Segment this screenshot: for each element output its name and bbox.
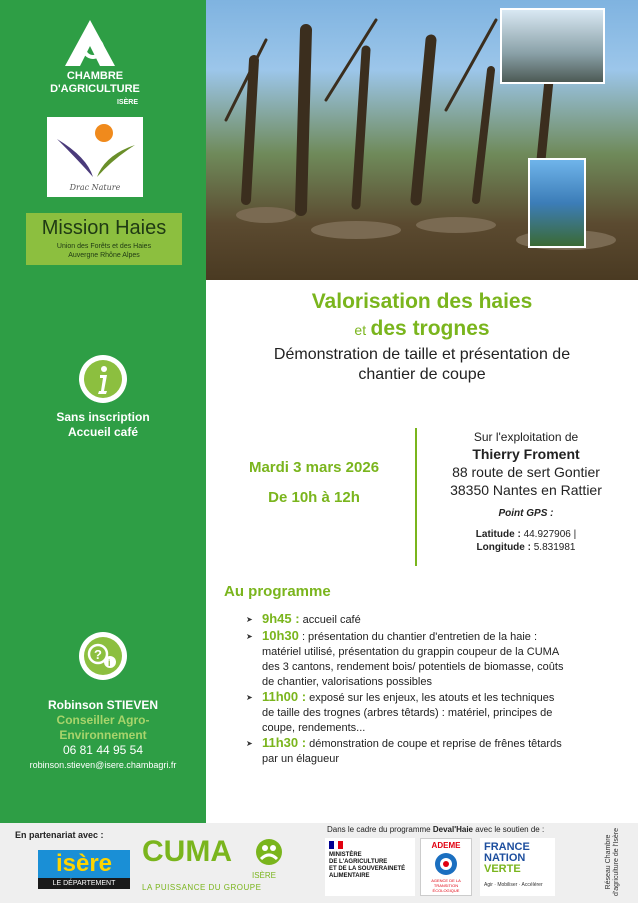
program-text-1-line1: accueil café [302,614,361,626]
isere-logo-text: isère [38,850,130,878]
drac-nature-logo [47,117,143,197]
france-line3: VERTE [484,863,521,875]
lat-value: 44.927906 | [523,529,577,540]
france-nation-verte-logo [480,838,555,896]
lat-label: Latitude : [475,529,521,540]
location-address2: 38350 Nantes en Rattier [450,482,602,498]
ademe-logo [420,838,472,896]
bullet-icon: ➤ [246,615,253,624]
drac-nature-flower-icon [47,119,143,183]
bullet-icon: ➤ [246,739,253,748]
cuma-isere: ISÈRE [252,871,277,880]
title-line2-main: des trognes [370,317,490,340]
info-icon [77,353,129,405]
chambre-line2: D'AGRICULTURE [50,83,140,95]
event-date: Mardi 3 mars 2026 [248,459,380,476]
cuma-logo-text: CUMA [142,835,232,868]
subtitle-line2: chantier de coupe [358,366,486,383]
contact-role-line1: Conseiller Agro- [56,713,150,727]
mission-haies-sub1: Union des Forêts et des Haies [56,243,152,250]
chambre-agriculture-logo-icon [60,18,120,68]
grapple-machine-photo [500,8,605,84]
france-line2: NATION [484,852,526,864]
isere-logo-sub: LE DÉPARTEMENT [38,878,130,889]
footer-program-name: Deval'Haie [432,825,473,834]
lon-value: 5.831981 [533,542,576,553]
lon-label: Longitude : [476,542,531,553]
svg-text:i: i [108,658,111,668]
program-time-4: 11h30 : [262,735,307,750]
marianne-flag-icon [329,841,343,849]
ministry-line4: ALIMENTAIRE [329,873,370,879]
cuma-people-icon [254,837,284,867]
info-line2: Accueil café [67,425,139,439]
program-text-2-line3: des 3 cantons, rendement bois/ potentiels de biomasse, coûts [262,661,564,673]
contact-phone: 06 81 44 95 54 [62,743,144,757]
france-sub: Agir · Mobiliser · Accélérer [484,882,543,888]
title-line1: Valorisation des haies [311,290,533,313]
program-time-2: 10h30 [262,628,299,643]
program-text-3-line2: de taille des trognes (arbres têtards) : matériel, principes de [262,707,553,719]
isere-logo [38,850,130,890]
drac-nature-text: Drac Nature [69,183,121,192]
contact-name: Robinson STIEVEN [47,698,158,712]
chambre-line1: CHAMBRE [66,70,124,82]
program-time-1: 9h45 : [262,611,300,626]
program-text-3-line3: coupe, rendements... [262,722,366,734]
mission-haies-title: Mission Haies [41,217,167,239]
ministry-logo [325,838,415,896]
info-line1: Sans inscription [56,410,150,424]
svg-text:?: ? [94,647,102,662]
program-text-4-line2: par un élagueur [262,753,340,765]
cuma-logo [142,835,292,895]
ademe-sub: AGENCE DE LA TRANSITION ÉCOLOGIQUE [431,878,461,893]
gps-label: Point GPS : [498,508,554,519]
mission-haies-sub2: Auvergne Rhône Alpes [68,252,140,259]
contact-role-line2: Environnement [59,728,147,742]
footer-program-prefix: Dans le cadre du programme [327,825,431,834]
program-heading: Au programme [224,583,331,600]
program-time-3: 11h00 : [262,689,307,704]
program-text-3-line1: exposé sur les enjeux, les atouts et les techniques [309,692,555,704]
bullet-icon: ➤ [246,693,253,702]
title-line2-prefix: et [354,322,367,338]
event-time: De 10h à 12h [268,489,360,506]
bullet-icon: ➤ [246,632,253,641]
france-line1: FRANCE [484,841,530,853]
cuma-tagline: LA PUISSANCE DU GROUPE [142,883,262,892]
chambre-line3: ISÈRE [116,99,138,106]
vertical-divider [415,428,417,566]
ademe-text: ADEME [431,841,461,850]
subtitle-line1: Démonstration de taille et présentation de [273,346,571,363]
ministry-line3: ET DE LA SOUVERAINETÉ [329,866,406,872]
program-text-2-line2: matériel utilisé, présentation du grappin coupeur de la CUMA [262,646,560,658]
program-text-4-line1: démonstration de coupe et reprise de frênes têtards [309,738,562,750]
footer-program-suffix: avec le soutien de : [475,825,545,834]
network-vertical-text: Réseau Chambre d'agriculture de l'Isère [605,827,620,897]
program-text-2-line1: : présentation du chantier d'entretien de la haie : [301,631,538,643]
ministry-line1: MINISTÈRE [329,852,362,858]
location-intro: Sur l'exploitation de [473,430,579,444]
ademe-globe-icon [434,852,458,876]
partner-label: En partenariat avec : [15,830,104,840]
contact-email[interactable]: robinson.stieven@isere.chambagri.fr [29,760,177,770]
location-address1: 88 route de sert Gontier [452,464,600,480]
pruner-photo [528,158,586,248]
program-text-2-line4: de chantier, valorisations possibles [262,676,432,688]
location-name: Thierry Froment [472,446,580,462]
ministry-line2: DE L'AGRICULTURE [329,859,388,865]
mission-haies-logo [26,213,182,265]
contact-icon [77,630,129,682]
